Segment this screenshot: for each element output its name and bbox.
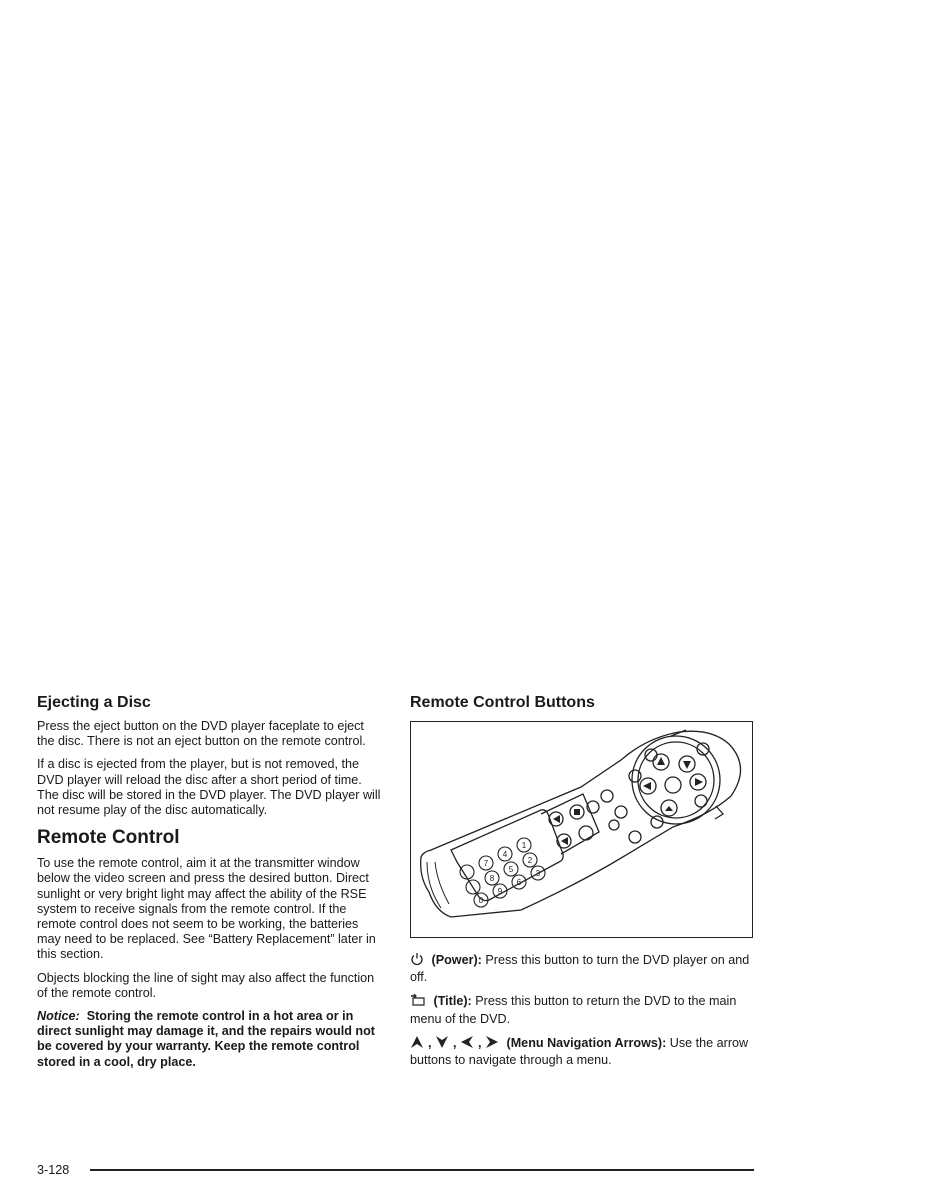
arrows-label: (Menu Navigation Arrows): — [506, 1035, 667, 1050]
power-label: (Power): — [431, 953, 482, 967]
keypad-label-0: 0 — [478, 896, 484, 905]
keypad-label-4: 4 — [502, 850, 508, 859]
ejecting-disc-heading: Ejecting a Disc — [37, 694, 151, 711]
arrow-up-icon — [410, 1035, 424, 1053]
eject-paragraph-1: Press the eject button on the DVD player faceplate to eject the disc. There is not an eject button on the remote control. — [37, 719, 366, 749]
arrow-right-icon — [485, 1035, 499, 1053]
remote-control-illustration — [410, 721, 753, 938]
remote-control-heading: Remote Control — [37, 827, 180, 849]
remote-buttons-heading: Remote Control Buttons — [410, 694, 595, 711]
power-text: Press this button to turn the DVD player on and off. — [410, 953, 750, 985]
left-column — [37, 693, 382, 1078]
keypad-label-8: 8 — [489, 874, 495, 883]
keypad-label-2: 2 — [527, 856, 533, 865]
power-definition — [410, 952, 755, 985]
keypad-label-5: 5 — [508, 865, 514, 874]
remote-control-drawing — [411, 722, 752, 937]
keypad-label-7: 7 — [483, 859, 489, 868]
footer-rule — [90, 1169, 754, 1171]
arrow-down-icon — [435, 1035, 449, 1053]
keypad-label-9: 9 — [497, 887, 503, 896]
notice-label: Notice: — [37, 1009, 80, 1024]
keypad-label-1: 1 — [521, 841, 527, 850]
arrows-text: Use the arrow buttons to navigate through a menu. — [410, 1035, 749, 1068]
title-definition — [410, 993, 755, 1026]
remote-paragraph-1: To use the remote control, aim it at the transmitter window below the video screen and press the desired button. Direct sunlight or very bright light may affect the ability of the RSE system to receive signals from the remote control. If the remote control does not seem to be working, the batteries may need to be replaced. See “Battery Replacement” later in this section. — [37, 856, 376, 962]
notice-text: Storing the remote control in a hot area or in direct sunlight may damage it, and the repairs would not be covered by your warranty. Keep the remote control stored in a cool, dry place. — [37, 1009, 375, 1069]
arrow-left-icon — [460, 1035, 474, 1053]
keypad-label-3: 3 — [535, 869, 541, 878]
remote-paragraph-2: Objects blocking the line of sight may also affect the function of the remote control. — [37, 970, 375, 1000]
arrows-definition: , , , (Menu Navigation Arrows): Use the arrow buttons to navigate through a menu. — [410, 1035, 749, 1068]
title-icon — [410, 993, 426, 1011]
keypad-label-6: 6 — [516, 878, 522, 887]
title-text: Press this button to return the DVD to the main menu of the DVD. — [410, 994, 737, 1026]
title-label: (Title): — [433, 994, 472, 1009]
right-column — [410, 693, 755, 1076]
page-number: 3-128 — [37, 1163, 70, 1177]
power-icon — [410, 952, 424, 970]
notice-paragraph — [37, 1009, 382, 1070]
eject-paragraph-2: If a disc is ejected from the player, but is not removed, the DVD player will reload the disc after a short period of time. The disc will be stored in the DVD player. The DVD player will not resume play of the disc automatically. — [37, 757, 381, 818]
